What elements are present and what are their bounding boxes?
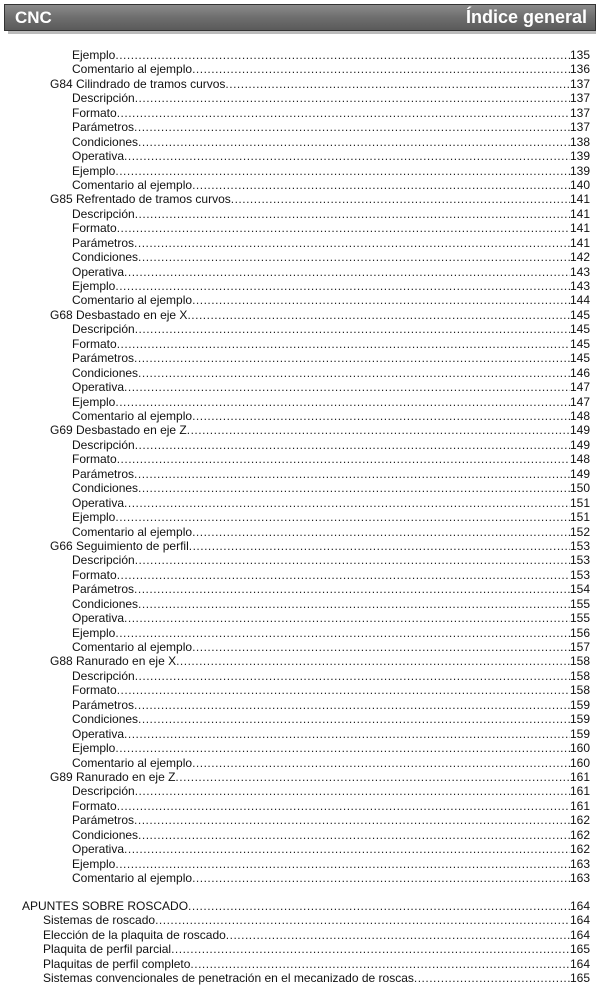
toc-entry[interactable] [0,452,590,466]
toc-page-number: 137 [569,91,590,106]
toc-entry-main[interactable] [0,308,590,322]
dot-leader [176,654,570,668]
toc-entry-title: Formato [72,798,117,813]
dot-leader [124,380,570,394]
dot-leader [135,91,570,105]
toc-entry-title: Parámetros [72,120,135,135]
toc-entry-main[interactable] [0,77,590,91]
toc-entry-title: Ejemplo [72,48,116,62]
toc-entry[interactable] [0,62,590,76]
dot-leader [115,395,570,409]
toc-entry-title: Operativa [72,842,125,857]
toc-entry-title: Formato [72,683,117,698]
dot-leader [189,539,570,553]
toc-entry[interactable] [0,683,590,697]
toc-page-number: 157 [569,640,590,655]
toc-page-number: 145 [569,351,590,366]
toc-page-number: 159 [569,697,590,712]
toc-entry[interactable] [0,568,590,582]
toc-entry[interactable] [0,842,590,856]
toc-entry[interactable] [0,928,590,942]
dot-leader [134,698,570,712]
toc-page-number: 149 [569,437,590,452]
toc-page-number: 139 [569,163,590,178]
dot-leader [115,626,570,640]
toc-page-number: 164 [569,956,590,971]
toc-entry[interactable] [0,438,590,452]
dot-leader [134,582,570,596]
header-shadow [8,31,596,34]
dot-leader [138,712,570,726]
toc-entry-main[interactable] [0,423,590,437]
dot-leader [138,135,570,149]
toc-page-number: 164 [569,899,590,913]
dot-leader [192,409,570,423]
dot-leader [115,48,570,62]
dot-leader [138,250,570,264]
toc-entry[interactable] [0,741,590,755]
toc-entry[interactable] [0,409,590,423]
dot-leader [192,525,570,539]
dot-leader [117,568,570,582]
dot-leader [117,221,570,235]
toc-page-number: 155 [569,596,590,611]
toc-entry-title: Ejemplo [72,625,116,640]
toc-entry-title: Descripción [72,206,135,221]
toc-page-number: 156 [569,625,590,640]
toc-entry-title: Ejemplo [72,741,116,756]
toc-page-number: 158 [569,668,590,683]
toc-entry-title: G88 Ranurado en eje X [50,654,177,669]
toc-entry[interactable] [0,265,590,279]
toc-entry-title: Comentario al ejemplo [72,871,193,886]
dot-leader [138,366,570,380]
toc-entry[interactable] [0,467,590,481]
dot-leader [117,337,570,351]
toc-page-number: 161 [569,798,590,813]
toc-page-number: 159 [569,726,590,741]
dot-leader [134,236,570,250]
toc-entry-title: Parámetros [72,351,135,366]
dot-leader [135,438,570,452]
dot-leader [192,178,570,192]
toc-entry-title: Parámetros [72,466,135,481]
toc-page-number: 137 [569,120,590,135]
toc-entry-title: Ejemplo [72,279,116,294]
toc-entry[interactable] [0,756,590,770]
toc-entry[interactable] [0,813,590,827]
toc-entry-title: Ejemplo [72,394,116,409]
toc-page-number: 164 [569,927,590,942]
toc-entry[interactable] [0,640,590,654]
toc-page-number: 160 [569,741,590,756]
toc-page-number: 145 [569,322,590,337]
dot-leader [226,928,570,942]
toc-entry-title: Operativa [72,380,125,395]
toc-page-number: 159 [569,712,590,727]
toc-entry-title: Parámetros [72,697,135,712]
toc-entry-title: Condiciones [72,365,139,380]
toc-entry[interactable] [0,149,590,163]
dot-leader [124,265,570,279]
toc-entry-main[interactable] [0,654,590,668]
dot-leader [124,149,570,163]
toc-page-number: 137 [569,76,590,91]
header-section-title: Índice general [465,7,587,27]
toc-entry[interactable] [0,626,590,640]
toc-entry-title: Comentario al ejemplo [72,293,193,308]
toc-entry-title: Descripción [72,437,135,452]
toc-entry[interactable] [0,481,590,495]
toc-entry-title: Operativa [72,726,125,741]
toc-entry-title: Operativa [72,264,125,279]
dot-leader [134,813,570,827]
toc-page-number: 165 [569,971,590,986]
toc-page-number: 158 [569,683,590,698]
toc-section-heading[interactable] [0,899,590,913]
dot-leader [135,553,570,567]
toc-entry-title: Sistemas convencionales de penetración en el mecanizado de roscas [43,971,414,986]
toc-page-number: 153 [569,538,590,553]
dot-leader [138,481,570,495]
toc-page-number: 148 [569,409,590,423]
toc-entry-title: G85 Refrentado de tramos curvos [50,192,231,207]
toc-page-number: 163 [569,856,590,871]
toc-entry-title: Comentario al ejemplo [72,62,193,77]
toc-entry-title: G66 Seguimiento de perfil [50,538,189,553]
dot-leader [135,322,570,336]
dot-leader [225,77,570,91]
toc-entry[interactable] [0,337,590,351]
toc-page-number: 149 [569,466,590,481]
toc-entry[interactable] [0,293,590,307]
dot-leader [115,279,570,293]
toc-entry[interactable] [0,496,590,510]
dot-leader [115,164,570,178]
toc-entry-title: Formato [72,567,117,582]
toc-entry-title: Sistemas de roscado [43,913,156,928]
toc-entry[interactable] [0,784,590,798]
toc-entry[interactable] [0,380,590,394]
toc-entry[interactable] [0,698,590,712]
toc-entry-title: Parámetros [72,813,135,828]
toc-entry[interactable] [0,712,590,726]
toc-entry-title: Plaquitas de perfil completo [43,956,191,971]
toc-page-number: 141 [569,235,590,250]
toc-entry[interactable] [0,120,590,134]
toc-entry[interactable] [0,828,590,842]
dot-leader [414,971,570,985]
toc-entry[interactable] [0,942,590,956]
dot-leader [124,727,570,741]
toc-entry-title: G68 Desbastado en eje X [50,307,188,322]
toc-page-number: 151 [569,495,590,510]
dot-leader [231,192,570,206]
toc-entry-main[interactable] [0,539,590,553]
toc-page-number: 162 [569,827,590,842]
toc-entry[interactable] [0,178,590,192]
toc-entry-title: Descripción [72,784,135,799]
toc-page-number: 160 [569,755,590,770]
toc-entry[interactable] [0,351,590,365]
dot-leader [188,899,570,913]
toc-entry-title: Formato [72,105,117,120]
toc-page-number: 144 [569,293,590,308]
toc-entry-title: Ejemplo [72,856,116,871]
toc-page-number: 145 [569,336,590,351]
toc-entry-title: Condiciones [72,481,139,496]
toc-entry-title: Condiciones [72,712,139,727]
dot-leader [134,467,570,481]
toc-page-number: 147 [569,380,590,395]
toc-entry-title: Elección de la plaquita de roscado [43,927,226,942]
toc-entry[interactable] [0,221,590,235]
toc-entry-title: G69 Desbastado en eje Z [50,423,187,438]
toc-entry-title: Condiciones [72,596,139,611]
toc-entry[interactable] [0,106,590,120]
toc-page-number: 165 [569,942,590,957]
toc-entry-main[interactable] [0,770,590,784]
dot-leader [187,423,570,437]
dot-leader [135,669,570,683]
toc-entry-title: Descripción [72,91,135,106]
toc-page-number: 153 [569,553,590,568]
toc-entry-title: Formato [72,452,117,467]
toc-page-number: 146 [569,365,590,380]
dot-leader [135,207,570,221]
toc-entry-title: G84 Cilindrado de tramos curvos [50,76,226,91]
toc-page-number: 142 [569,250,590,265]
toc-entry[interactable] [0,395,590,409]
dot-leader [115,857,570,871]
page-header [4,4,596,31]
toc-entry[interactable] [0,971,590,985]
toc-page-number: 162 [569,813,590,828]
toc-entry-title: Condiciones [72,250,139,265]
toc-entry-title: Descripción [72,322,135,337]
toc-entry[interactable] [0,597,590,611]
toc-page-number: 145 [569,307,590,322]
toc-page-number: 163 [569,871,590,886]
toc-entry-title: Ejemplo [72,510,116,525]
dot-leader [187,308,570,322]
toc-entry[interactable] [0,48,590,62]
toc-entry[interactable] [0,611,590,625]
toc-page-number: 149 [569,423,590,438]
toc-page-number: 164 [569,913,590,928]
toc-entry[interactable] [0,553,590,567]
toc-entry[interactable] [0,669,590,683]
toc-entry[interactable] [0,207,590,221]
toc-entry[interactable] [0,799,590,813]
toc-entry-title: Condiciones [72,134,139,149]
toc-page-number: 137 [569,105,590,120]
toc-page-number: 150 [569,481,590,496]
header-book-title: CNC [15,8,52,27]
dot-leader [117,799,570,813]
toc-page-number: 143 [569,279,590,294]
dot-leader [138,828,570,842]
toc-entry-title: Descripción [72,668,135,683]
toc-entry[interactable] [0,322,590,336]
toc-page-number: 155 [569,611,590,626]
dot-leader [115,510,570,524]
toc-entry[interactable] [0,582,590,596]
toc-entry[interactable] [0,871,590,885]
dot-leader [117,106,570,120]
toc-page-number: 152 [569,524,590,539]
toc-page-number: 141 [569,206,590,221]
dot-leader [171,942,570,956]
dot-leader [155,913,570,927]
toc-entry[interactable] [0,279,590,293]
toc-entry[interactable] [0,164,590,178]
dot-leader [115,741,570,755]
toc-page-number: 161 [569,784,590,799]
toc-entry[interactable] [0,135,590,149]
toc-entry-title: Ejemplo [72,163,116,178]
toc-page-number: 140 [569,177,590,192]
toc-entry-title: Operativa [72,611,125,626]
toc-entry[interactable] [0,957,590,971]
dot-leader [175,770,570,784]
dot-leader [192,871,570,885]
toc-entry[interactable] [0,250,590,264]
dot-leader [117,452,570,466]
toc-entry-title: Parámetros [72,235,135,250]
toc-page-number: 141 [569,192,590,207]
toc-entry-main[interactable] [0,192,590,206]
toc-page-number: 136 [569,62,590,77]
toc-entry-title: Formato [72,221,117,236]
toc-entry[interactable] [0,525,590,539]
toc-entry-title: G89 Ranurado en eje Z [50,770,176,784]
toc-entry-title: Operativa [72,495,125,510]
dot-leader [134,351,570,365]
toc-entry[interactable] [0,727,590,741]
toc-entry-title: Plaquita de perfil parcial [43,942,172,957]
dot-leader [192,640,570,654]
toc-page-number: 158 [569,654,590,669]
dot-leader [192,293,570,307]
toc-page-number: 154 [569,582,590,597]
dot-leader [124,496,570,510]
dot-leader [135,784,570,798]
toc-page-number: 141 [569,221,590,236]
toc-page-number: 138 [569,134,590,149]
toc-entry-title: Comentario al ejemplo [72,409,193,423]
dot-leader [134,120,570,134]
toc-page-number: 139 [569,149,590,164]
toc-entry[interactable] [0,366,590,380]
toc-entry[interactable] [0,913,590,927]
toc-entry-title: Comentario al ejemplo [72,755,193,770]
dot-leader [192,756,570,770]
toc-page-number: 151 [569,510,590,525]
toc-page-number: 143 [569,264,590,279]
toc-page-number: 135 [569,48,590,62]
toc-entry-title: Parámetros [72,582,135,597]
toc-entry-title: Descripción [72,553,135,568]
toc-page-number: 161 [569,770,590,784]
toc-entry-title: APUNTES SOBRE ROSCADO [22,899,189,913]
dot-leader [192,62,570,76]
toc-page-number: 147 [569,394,590,409]
toc-entry-title: Comentario al ejemplo [72,524,193,539]
toc-entry[interactable] [0,91,590,105]
toc-page-number: 148 [569,452,590,467]
dot-leader [124,842,570,856]
toc-entry-title: Comentario al ejemplo [72,177,193,192]
toc-page-number: 162 [569,842,590,857]
toc-entry-title: Condiciones [72,827,139,842]
toc-entry-title: Comentario al ejemplo [72,640,193,655]
toc-page-number: 153 [569,567,590,582]
dot-leader [117,683,570,697]
toc-entry-title: Operativa [72,149,125,164]
toc-entry[interactable] [0,510,590,524]
toc-entry[interactable] [0,857,590,871]
dot-leader [124,611,570,625]
toc-entry[interactable] [0,236,590,250]
dot-leader [190,957,570,971]
dot-leader [138,597,570,611]
toc-entry-title: Formato [72,336,117,351]
